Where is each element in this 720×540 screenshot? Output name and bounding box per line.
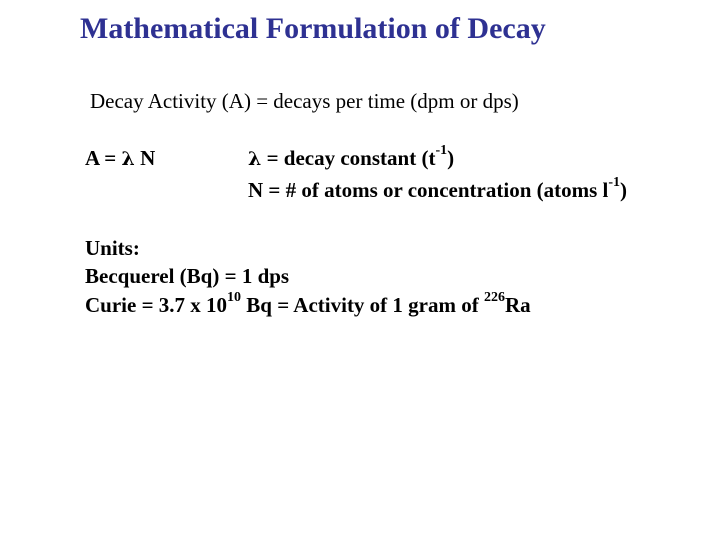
lambda-def-text: = decay constant (t — [261, 146, 436, 170]
n-def-text: N = # of atoms or concentration (atoms l — [248, 178, 609, 202]
slide-title: Mathematical Formulation of Decay — [80, 12, 546, 45]
equation-rhs: N — [134, 146, 156, 170]
lambda-def-exponent: -1 — [435, 143, 448, 158]
curie-part1: Curie = 3.7 x 10 — [85, 293, 228, 317]
lambda-symbol: λ — [121, 148, 135, 170]
curie-exponent: 10 — [227, 290, 242, 305]
equation-lhs: A = — [85, 146, 122, 170]
lambda-definition — [248, 143, 455, 170]
n-definition — [248, 175, 628, 202]
lambda-def-close: ) — [447, 146, 455, 170]
units-heading: Units: — [85, 236, 140, 260]
element-symbol: Ra — [504, 293, 531, 317]
curie-definition — [85, 290, 531, 317]
curie-part2: Bq = Activity of 1 gram of — [241, 293, 484, 317]
n-def-close: ) — [620, 178, 628, 202]
n-def-exponent: -1 — [608, 175, 621, 190]
isotope-mass-number: 226 — [483, 290, 505, 305]
decay-activity-definition: Decay Activity (A) = decays per time (dpm or dps) — [90, 89, 519, 113]
lambda-def-symbol: λ — [248, 148, 262, 170]
activity-equation — [85, 148, 155, 169]
becquerel-definition: Becquerel (Bq) = 1 dps — [85, 264, 290, 288]
